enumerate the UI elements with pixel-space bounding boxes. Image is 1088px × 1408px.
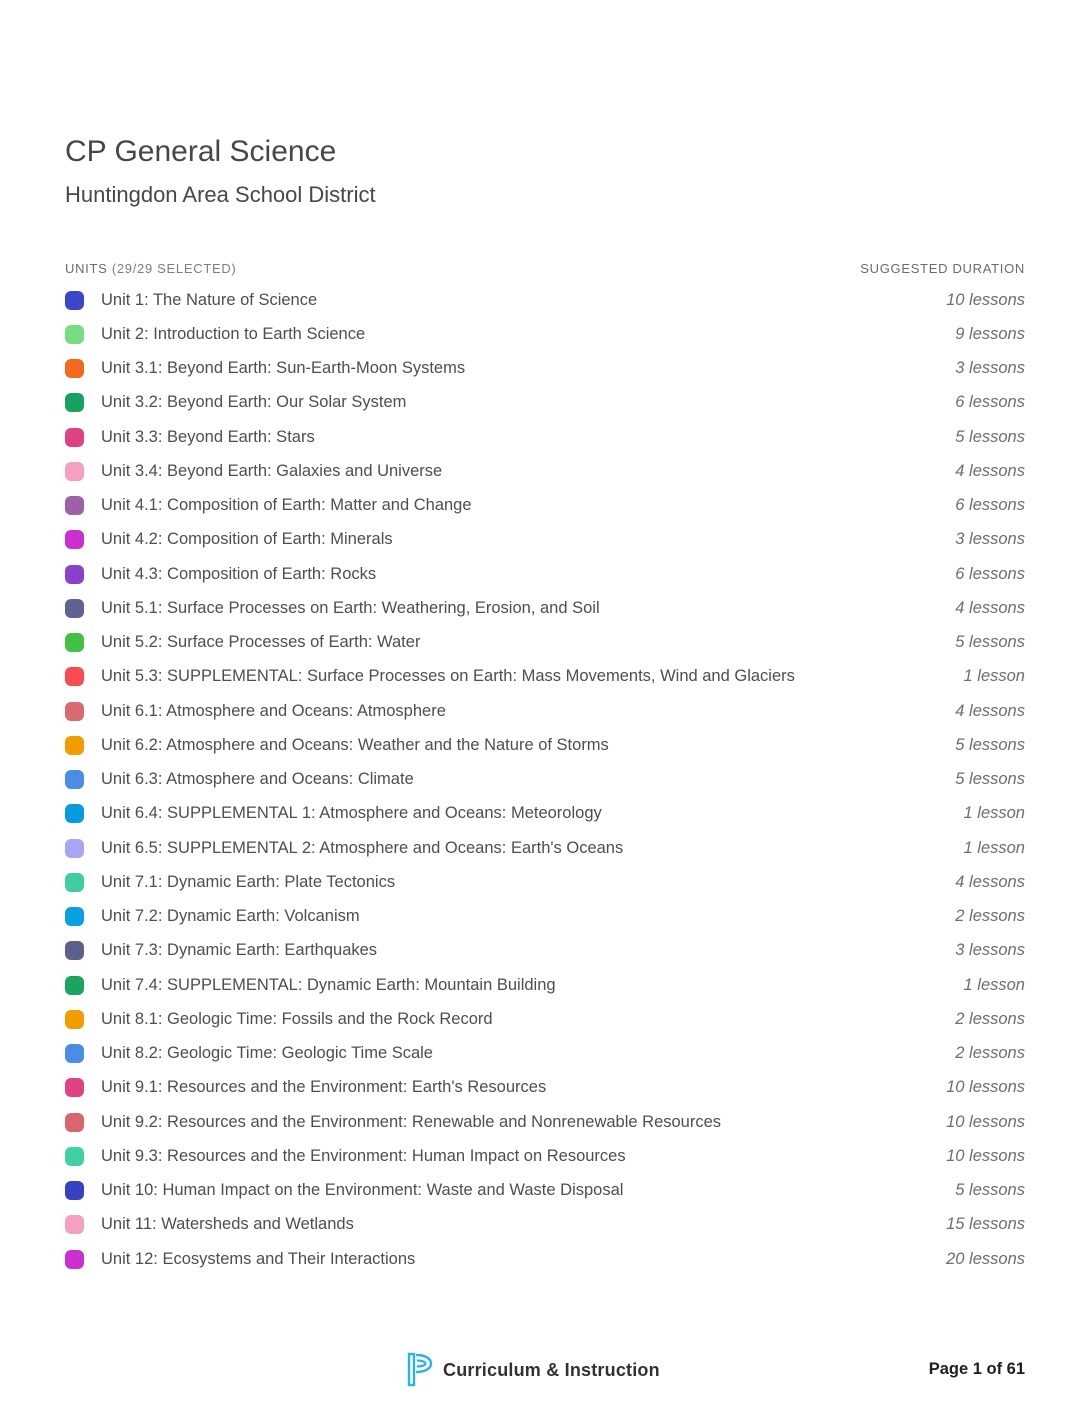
unit-row bbox=[65, 591, 1025, 625]
unit-name: Unit 7.2: Dynamic Earth: Volcanism bbox=[101, 907, 360, 926]
unit-duration: 4 lessons bbox=[955, 701, 1025, 720]
unit-name: Unit 7.1: Dynamic Earth: Plate Tectonics bbox=[101, 872, 396, 891]
unit-row bbox=[65, 352, 1025, 386]
unit-row bbox=[65, 386, 1025, 420]
unit-duration: 6 lessons bbox=[955, 393, 1025, 412]
unit-color-swatch bbox=[65, 462, 84, 481]
unit-row bbox=[65, 454, 1025, 488]
unit-name: Unit 4.1: Composition of Earth: Matter and Change bbox=[101, 496, 472, 515]
unit-duration: 1 lesson bbox=[963, 804, 1025, 823]
unit-color-swatch bbox=[65, 1250, 84, 1269]
unit-duration: 2 lessons bbox=[955, 907, 1025, 926]
unit-row bbox=[65, 557, 1025, 591]
unit-duration: 9 lessons bbox=[955, 324, 1025, 343]
unit-color-swatch bbox=[65, 291, 84, 310]
unit-row bbox=[65, 1071, 1025, 1105]
unit-row bbox=[65, 968, 1025, 1002]
unit-duration: 15 lessons bbox=[946, 1215, 1025, 1234]
brand-p-logo-icon bbox=[406, 1352, 434, 1388]
unit-color-swatch bbox=[65, 496, 84, 515]
unit-color-swatch bbox=[65, 1113, 84, 1132]
unit-color-swatch bbox=[65, 530, 84, 549]
unit-row bbox=[65, 420, 1025, 454]
unit-row bbox=[65, 283, 1025, 317]
unit-row bbox=[65, 797, 1025, 831]
unit-row bbox=[65, 626, 1025, 660]
unit-row bbox=[65, 660, 1025, 694]
unit-row bbox=[65, 865, 1025, 899]
page-number: Page 1 of 61 bbox=[928, 1360, 1025, 1378]
units-header-label bbox=[65, 261, 236, 276]
unit-color-swatch bbox=[65, 907, 84, 926]
unit-row bbox=[65, 1242, 1025, 1276]
unit-duration: 5 lessons bbox=[955, 735, 1025, 754]
unit-name: Unit 8.1: Geologic Time: Fossils and the Rock Record bbox=[101, 1009, 493, 1028]
unit-name: Unit 7.4: SUPPLEMENTAL: Dynamic Earth: Mountain Building bbox=[101, 975, 556, 994]
unit-name: Unit 9.2: Resources and the Environment: Renewable and Nonrenewable Resources bbox=[101, 1112, 722, 1131]
unit-color-swatch bbox=[65, 736, 84, 755]
unit-name: Unit 2: Introduction to Earth Science bbox=[101, 324, 366, 343]
unit-color-swatch bbox=[65, 976, 84, 995]
unit-color-swatch bbox=[65, 873, 84, 892]
unit-row bbox=[65, 763, 1025, 797]
unit-duration: 3 lessons bbox=[955, 359, 1025, 378]
duration-header-label: SUGGESTED DURATION bbox=[860, 261, 1025, 276]
units-table-header bbox=[65, 261, 1025, 276]
unit-row bbox=[65, 831, 1025, 865]
unit-row bbox=[65, 900, 1025, 934]
unit-color-swatch bbox=[65, 428, 84, 447]
unit-name: Unit 3.1: Beyond Earth: Sun-Earth-Moon Systems bbox=[101, 359, 466, 378]
unit-row bbox=[65, 489, 1025, 523]
unit-duration: 6 lessons bbox=[955, 496, 1025, 515]
unit-color-swatch bbox=[65, 702, 84, 721]
unit-duration: 4 lessons bbox=[955, 872, 1025, 891]
unit-color-swatch bbox=[65, 599, 84, 618]
unit-name: Unit 5.1: Surface Processes on Earth: Weathering, Erosion, and Soil bbox=[101, 598, 600, 617]
unit-color-swatch bbox=[65, 633, 84, 652]
page-title: CP General Science bbox=[65, 135, 337, 168]
units-selection-count: (29/29 SELECTED) bbox=[111, 261, 237, 276]
unit-duration: 3 lessons bbox=[955, 530, 1025, 549]
unit-duration: 10 lessons bbox=[946, 1146, 1025, 1165]
unit-duration: 5 lessons bbox=[955, 770, 1025, 789]
unit-name: Unit 6.5: SUPPLEMENTAL 2: Atmosphere and Oceans: Earth's Oceans bbox=[101, 838, 624, 857]
footer-brand bbox=[406, 1352, 660, 1388]
unit-name: Unit 4.2: Composition of Earth: Minerals bbox=[101, 530, 393, 549]
unit-color-swatch bbox=[65, 325, 84, 344]
unit-name: Unit 9.1: Resources and the Environment: Earth's Resources bbox=[101, 1078, 547, 1097]
unit-color-swatch bbox=[65, 1010, 84, 1029]
unit-name: Unit 3.2: Beyond Earth: Our Solar System bbox=[101, 393, 407, 412]
unit-row bbox=[65, 1139, 1025, 1173]
unit-row bbox=[65, 1105, 1025, 1139]
unit-color-swatch bbox=[65, 565, 84, 584]
unit-color-swatch bbox=[65, 770, 84, 789]
unit-duration: 1 lesson bbox=[963, 838, 1025, 857]
unit-row bbox=[65, 934, 1025, 968]
unit-color-swatch bbox=[65, 804, 84, 823]
unit-color-swatch bbox=[65, 1147, 84, 1166]
unit-duration: 5 lessons bbox=[955, 633, 1025, 652]
unit-name: Unit 1: The Nature of Science bbox=[101, 290, 318, 309]
unit-duration: 10 lessons bbox=[946, 1112, 1025, 1131]
unit-color-swatch bbox=[65, 359, 84, 378]
unit-row bbox=[65, 1037, 1025, 1071]
unit-duration: 4 lessons bbox=[955, 461, 1025, 480]
unit-name: Unit 12: Ecosystems and Their Interactions bbox=[101, 1249, 416, 1268]
brand-name: Curriculum & Instruction bbox=[443, 1359, 660, 1380]
unit-color-swatch bbox=[65, 1078, 84, 1097]
units-list bbox=[65, 283, 1025, 1276]
unit-color-swatch bbox=[65, 393, 84, 412]
unit-color-swatch bbox=[65, 1044, 84, 1063]
unit-row bbox=[65, 1002, 1025, 1036]
unit-color-swatch bbox=[65, 941, 84, 960]
unit-name: Unit 6.2: Atmosphere and Oceans: Weather and the Nature of Storms bbox=[101, 735, 609, 754]
unit-row bbox=[65, 317, 1025, 351]
unit-name: Unit 9.3: Resources and the Environment: Human Impact on Resources bbox=[101, 1146, 626, 1165]
unit-name: Unit 7.3: Dynamic Earth: Earthquakes bbox=[101, 941, 378, 960]
unit-duration: 2 lessons bbox=[955, 1009, 1025, 1028]
unit-name: Unit 10: Human Impact on the Environment: Waste and Waste Disposal bbox=[101, 1181, 624, 1200]
unit-duration: 4 lessons bbox=[955, 598, 1025, 617]
unit-duration: 6 lessons bbox=[955, 564, 1025, 583]
unit-color-swatch bbox=[65, 1181, 84, 1200]
unit-name: Unit 6.4: SUPPLEMENTAL 1: Atmosphere and Oceans: Meteorology bbox=[101, 804, 602, 823]
unit-name: Unit 8.2: Geologic Time: Geologic Time Scale bbox=[101, 1044, 433, 1063]
unit-duration: 1 lesson bbox=[963, 667, 1025, 686]
unit-duration: 3 lessons bbox=[955, 941, 1025, 960]
unit-duration: 10 lessons bbox=[946, 290, 1025, 309]
unit-duration: 10 lessons bbox=[946, 1078, 1025, 1097]
unit-name: Unit 3.3: Beyond Earth: Stars bbox=[101, 427, 315, 446]
unit-row bbox=[65, 523, 1025, 557]
unit-duration: 1 lesson bbox=[963, 975, 1025, 994]
unit-row bbox=[65, 1208, 1025, 1242]
unit-name: Unit 5.2: Surface Processes of Earth: Water bbox=[101, 633, 421, 652]
unit-row bbox=[65, 1174, 1025, 1208]
unit-row bbox=[65, 728, 1025, 762]
unit-duration: 2 lessons bbox=[955, 1044, 1025, 1063]
unit-duration: 5 lessons bbox=[955, 1181, 1025, 1200]
unit-color-swatch bbox=[65, 839, 84, 858]
unit-color-swatch bbox=[65, 1215, 84, 1234]
unit-name: Unit 6.3: Atmosphere and Oceans: Climate bbox=[101, 770, 414, 789]
unit-duration: 20 lessons bbox=[946, 1249, 1025, 1268]
unit-duration: 5 lessons bbox=[955, 427, 1025, 446]
units-label: UNITS bbox=[65, 261, 108, 276]
unit-name: Unit 5.3: SUPPLEMENTAL: Surface Processes on Earth: Mass Movements, Wind and Glaciers bbox=[101, 667, 795, 686]
unit-name: Unit 11: Watersheds and Wetlands bbox=[101, 1215, 354, 1234]
unit-name: Unit 4.3: Composition of Earth: Rocks bbox=[101, 564, 377, 583]
unit-row bbox=[65, 694, 1025, 728]
unit-name: Unit 6.1: Atmosphere and Oceans: Atmosphere bbox=[101, 701, 446, 720]
unit-name: Unit 3.4: Beyond Earth: Galaxies and Universe bbox=[101, 461, 443, 480]
page-subtitle: Huntingdon Area School District bbox=[65, 182, 376, 207]
unit-color-swatch bbox=[65, 667, 84, 686]
